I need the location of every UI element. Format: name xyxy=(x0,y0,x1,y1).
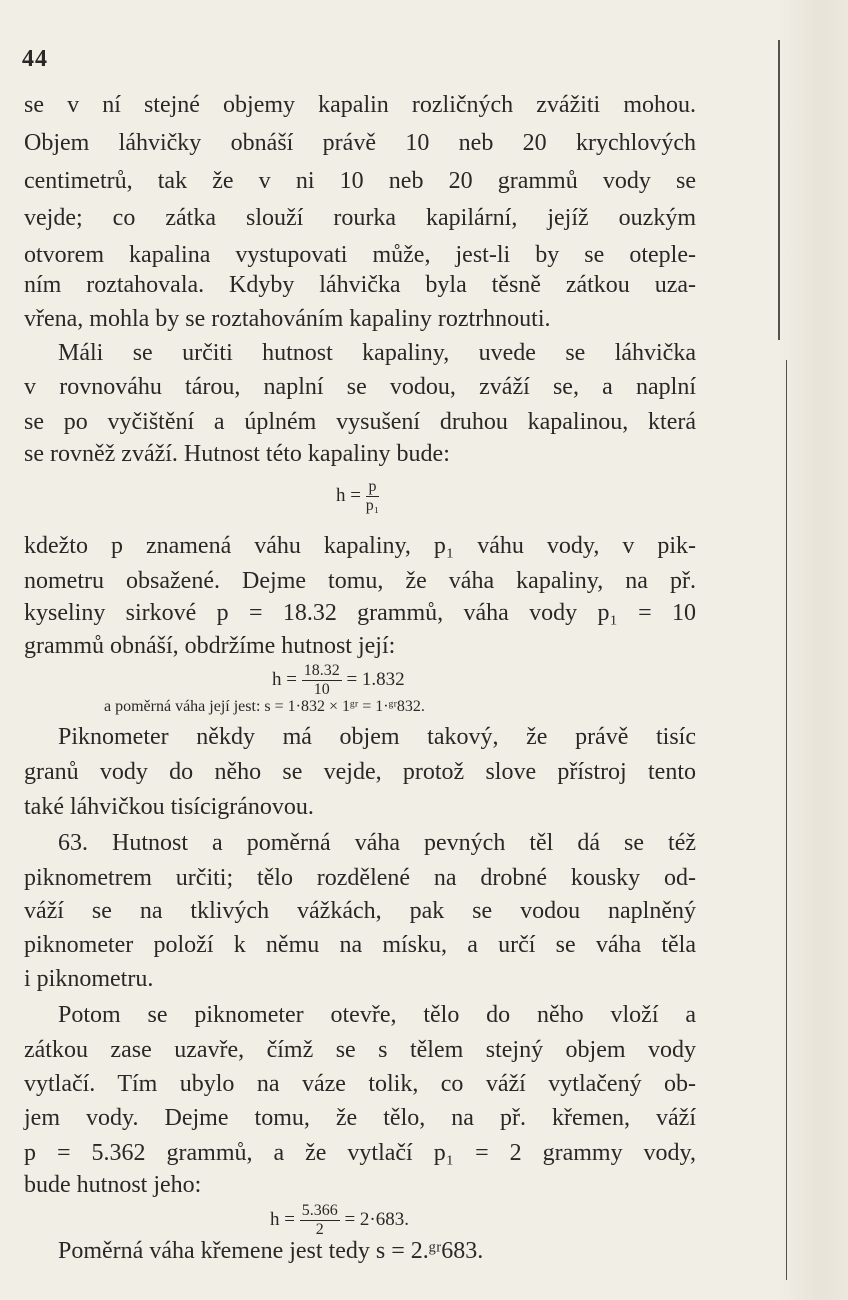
text-line: vřena, mohla by se roztahováním kapaliny roztrhnouti. xyxy=(24,306,551,332)
text-line: se po vyčištění a úplném vysušení druhou kapalinou, která xyxy=(24,409,696,435)
text-line: vytlačí. Tím ubylo na váze tolik, co váží vytlačený ob- xyxy=(24,1071,696,1097)
section-heading-line: 63. Hutnost a poměrná váha pevných těl dá se též xyxy=(58,830,696,856)
text-line: se rovněž zváží. Hutnost této kapaliny bude: xyxy=(24,441,450,467)
formula-density: h = $\frac{p}{\text{p₁}}$ xyxy=(336,478,380,514)
text-line: granů vody do něho se vejde, protož slove přístroj tento xyxy=(24,759,696,785)
text-line: ním roztahovala. Kdyby láhvička byla těsně zátkou uza- xyxy=(24,272,696,298)
text-line: p = 5.362 grammů, a že vytlačí p₁ = 2 grammy vody, xyxy=(24,1140,696,1166)
formula-relative-weight: a poměrná váha její jest: s = 1·832 × 1ᵍʳ = 1·ᵍʳ832. xyxy=(104,698,425,715)
text-line: bude hutnost jeho: xyxy=(24,1172,202,1198)
text-line: Objem láhvičky obnáší právě 10 neb 20 krychlových xyxy=(24,130,696,156)
text-line: otvorem kapalina vystupovati může, jest-li by se oteple- xyxy=(24,242,696,268)
text-line: i piknometru. xyxy=(24,966,154,992)
text-line: centimetrů, tak že v ni 10 neb 20 grammů vody se xyxy=(24,168,696,194)
page-edge-shadow xyxy=(778,0,848,1300)
text-line: také láhvičkou tisícigránovou. xyxy=(24,794,314,820)
page-edge-line xyxy=(786,360,787,1280)
text-line: Poměrná váha křemene jest tedy s = 2.ᵍʳ683. xyxy=(58,1238,484,1264)
text-line: nometru obsažené. Dejme tomu, že váha kapaliny, na př. xyxy=(24,568,696,594)
text-line: piknometrem určiti; tělo rozdělené na drobné kousky od- xyxy=(24,865,696,891)
text-line: se v ní stejné objemy kapalin rozličných zvážiti mohou. xyxy=(24,92,696,118)
text-line: piknometer položí k němu na mísku, a určí se váha těla xyxy=(24,932,696,958)
page-edge-line xyxy=(778,40,780,340)
text-line: kyseliny sirkové p = 18.32 grammů, váha vody p₁ = 10 xyxy=(24,600,696,626)
page-number: 44 xyxy=(22,46,48,72)
text-line: Potom se piknometer otevře, tělo do něho vloží a xyxy=(58,1002,696,1028)
text-line: Piknometer někdy má objem takový, že právě tisíc xyxy=(58,724,696,750)
text-line: kdežto p znamená váhu kapaliny, p₁ váhu vody, v pik- xyxy=(24,533,696,559)
text-line: Máli se určiti hutnost kapaliny, uvede se láhvička xyxy=(58,340,696,366)
text-line: zátkou zase uzavře, čímž se s tělem stejný objem vody xyxy=(24,1037,696,1063)
text-line: váží se na tklivých vážkách, pak se vodou naplněný xyxy=(24,898,696,924)
text-line: jem vody. Dejme tomu, že tělo, na př. křemen, váží xyxy=(24,1105,696,1131)
text-line: v rovnováhu tárou, naplní se vodou, zváží se, a naplní xyxy=(24,374,696,400)
text-line: vejde; co zátka slouží rourka kapilární, jejíž ouzkým xyxy=(24,205,696,231)
formula-sulfuric: h = $\frac{18.32}{10}$ = 1.832 xyxy=(272,662,405,698)
formula-quartz: h = $\frac{5.366}{2}$ = 2·683. xyxy=(270,1202,410,1238)
text-line: grammů obnáší, obdržíme hutnost její: xyxy=(24,633,396,659)
